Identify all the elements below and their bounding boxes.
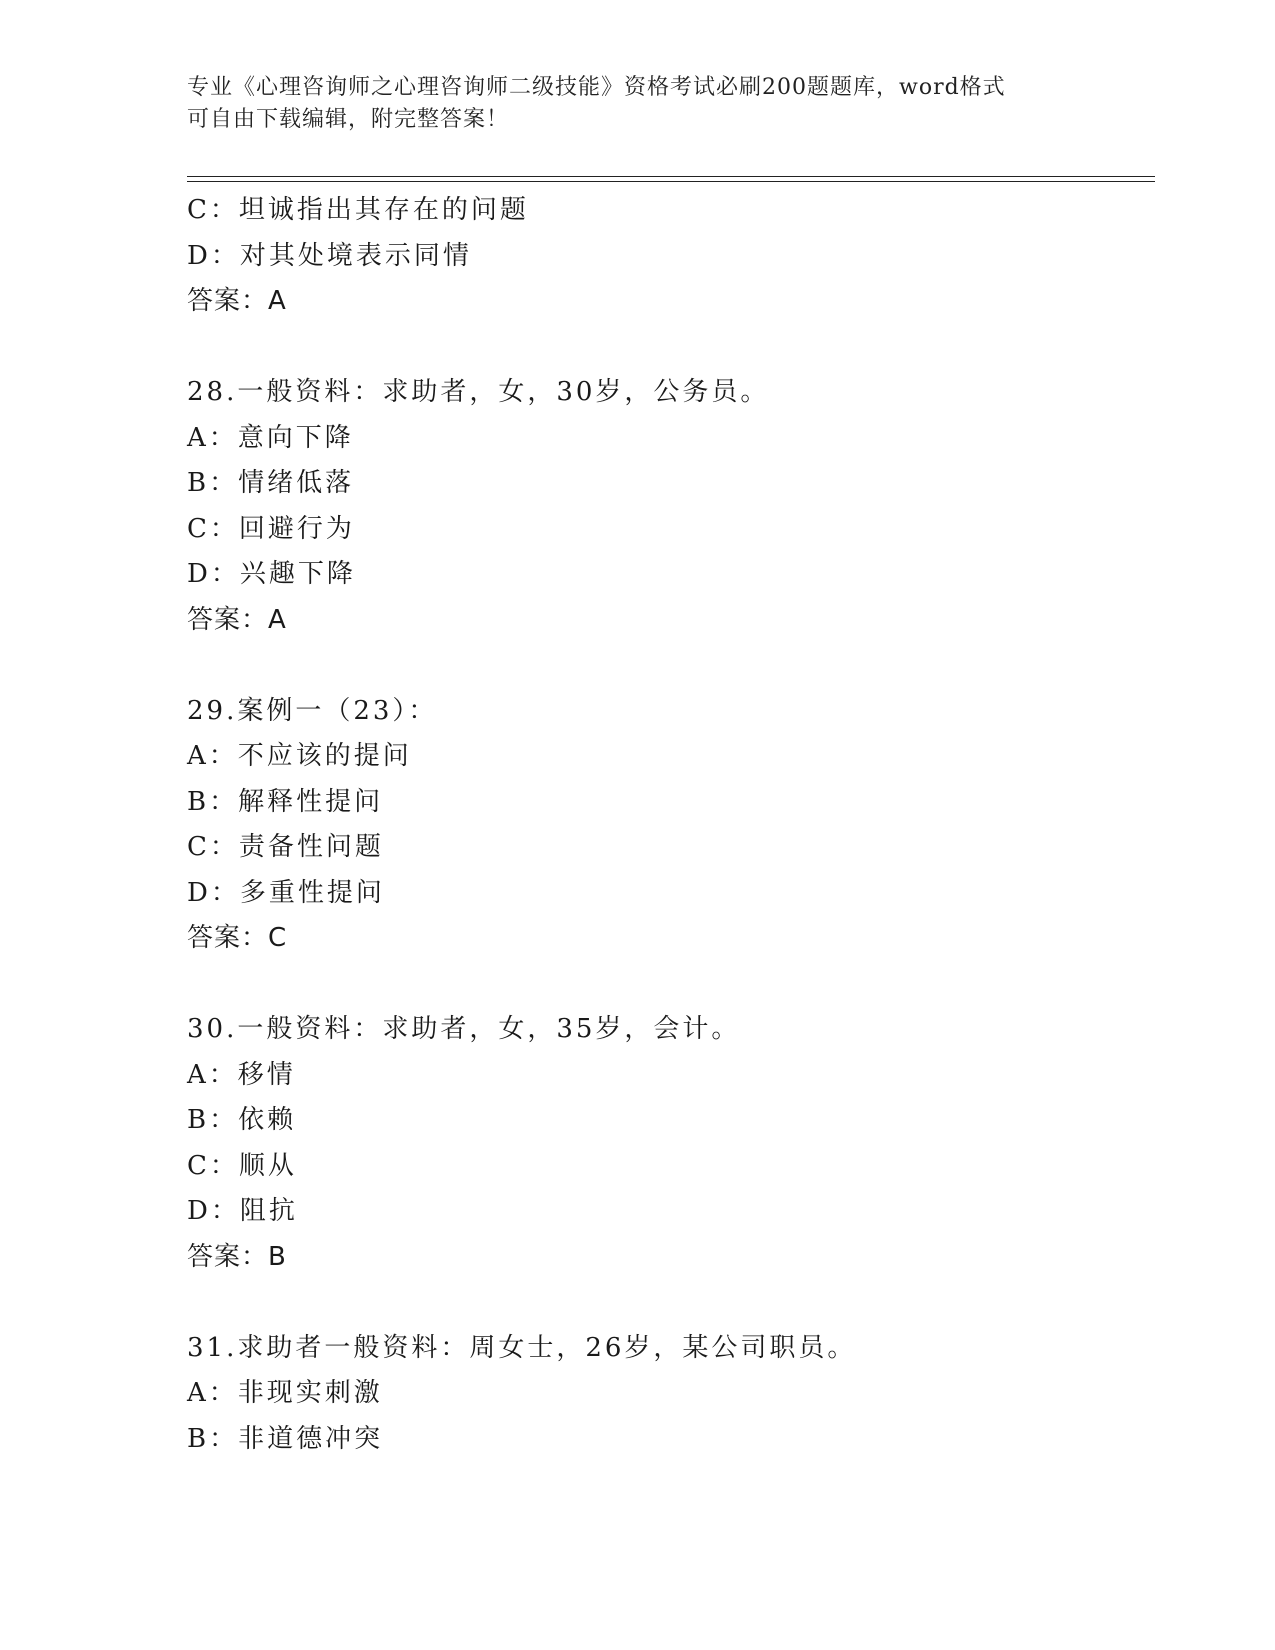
header-line-2: 可自由下载编辑，附完整答案！	[187, 107, 510, 132]
option-a: A：非现实刺激	[187, 1378, 383, 1408]
option-a: A：不应该的提问	[187, 741, 412, 771]
option-d: D：对其处境表示同情	[187, 240, 472, 271]
answer-line: 答案：A	[187, 604, 287, 635]
header-rule-bottom	[187, 181, 1155, 182]
answer-line: 答案：A	[187, 286, 287, 316]
option-a: A：移情	[187, 1059, 296, 1090]
header-line-1: 专业《心理咨询师之心理咨询师二级技能》资格考试必刷200题题库，word格式	[187, 75, 1006, 100]
question-fragment	[187, 188, 1147, 325]
option-d: D：多重性提问	[187, 877, 385, 908]
question-31	[187, 1326, 1147, 1463]
option-c: C：责备性问题	[187, 832, 384, 862]
option-b: B：解释性提问	[187, 786, 384, 817]
option-c: C：坦诚指出其存在的问题	[187, 195, 529, 225]
answer-line: 答案：C	[187, 923, 288, 953]
question-stem: 31.求助者一般资料：周女士，26岁，某公司职员。	[187, 1332, 857, 1363]
spacer	[187, 325, 1147, 371]
option-b: B：依赖	[187, 1105, 297, 1135]
answer-line: 答案：B	[187, 1241, 287, 1272]
document-header	[187, 72, 1087, 136]
question-stem: 29.案例一（23）：	[187, 695, 438, 726]
question-28	[187, 370, 1147, 643]
spacer	[187, 643, 1147, 689]
header-rule-top	[187, 176, 1155, 177]
question-list	[187, 188, 1147, 1462]
option-d: D：阻抗	[187, 1196, 298, 1226]
option-a: A：意向下降	[187, 422, 354, 453]
question-30	[187, 1007, 1147, 1280]
option-b: B：非道德冲突	[187, 1423, 384, 1454]
spacer	[187, 1280, 1147, 1326]
question-29	[187, 689, 1147, 962]
option-d: D：兴趣下降	[187, 559, 356, 589]
spacer	[187, 962, 1147, 1008]
option-b: B：情绪低落	[187, 468, 355, 498]
question-stem: 30.一般资料：求助者，女，35岁，会计。	[187, 1014, 741, 1044]
option-c: C：回避行为	[187, 513, 355, 544]
question-stem: 28.一般资料：求助者，女，30岁，公务员。	[187, 377, 770, 407]
option-c: C：顺从	[187, 1150, 297, 1181]
